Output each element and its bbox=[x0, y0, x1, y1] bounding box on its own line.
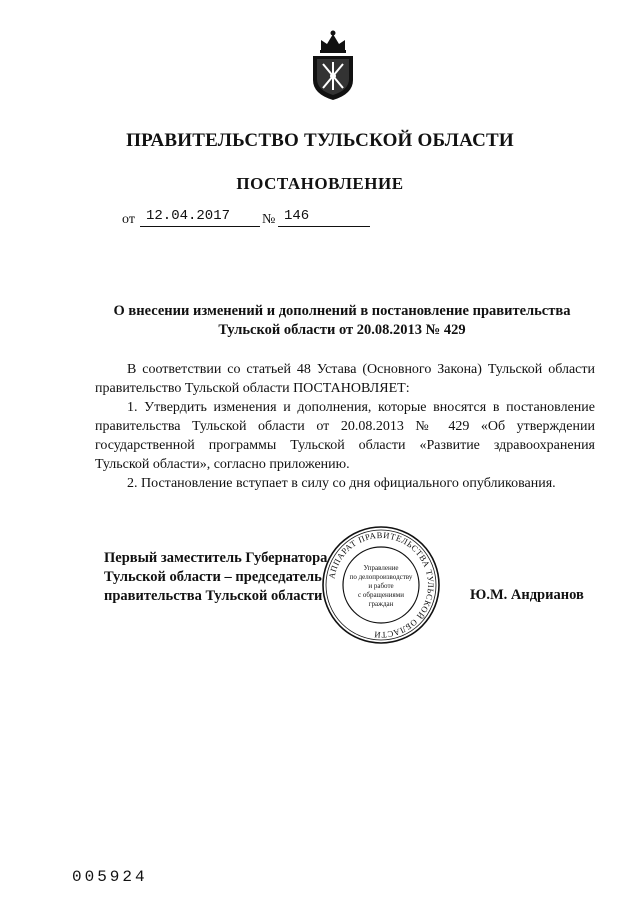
stamp-line-4: с обращениями bbox=[358, 591, 404, 599]
signer-name: Ю.М. Андрианов bbox=[470, 587, 584, 603]
number-field bbox=[278, 208, 370, 227]
body-paragraph-3: 2. Постановление вступает в силу со дня официального опубликования. bbox=[127, 476, 556, 491]
stamp-line-2: по делопроизводству bbox=[349, 573, 413, 581]
subject-line-1: О внесении изменений и дополнений в постановление правительства bbox=[113, 303, 571, 319]
registration-number: 005924 bbox=[72, 868, 148, 886]
date-value: 12.04.2017 bbox=[146, 208, 231, 224]
document-meta bbox=[122, 208, 382, 230]
number-label: № bbox=[262, 212, 276, 227]
body-paragraph-1: В соответствии со статьей 48 Устава (Основного Закона) Тульской области правительство Тульской области ПОСТАНОВЛЯЕТ: bbox=[95, 362, 595, 396]
stamp-line-5: граждан bbox=[368, 600, 394, 608]
position-line-1: Первый заместитель Губернатора bbox=[104, 550, 328, 566]
stamp-line-1: Управление bbox=[363, 564, 399, 572]
document-subject bbox=[100, 302, 584, 340]
organization-title: ПРАВИТЕЛЬСТВО ТУЛЬСКОЙ ОБЛАСТИ bbox=[126, 130, 514, 151]
date-label: от bbox=[122, 212, 135, 227]
stamp-line-3: и работе bbox=[368, 582, 394, 590]
document-body bbox=[95, 360, 595, 493]
position-line-3: правительства Тульской области bbox=[104, 588, 323, 604]
official-stamp bbox=[320, 524, 442, 646]
signatory-position bbox=[104, 549, 354, 606]
tula-coat-of-arms-icon bbox=[309, 28, 357, 102]
body-paragraph-2: 1. Утвердить изменения и дополнения, которые вносятся в постановление правительства Тульской области от 20.08.2013 № 429 «Об утверждении государственной программы Тульской области «Развитие здравоохранения Тульской области», согласно приложению. bbox=[95, 400, 595, 472]
date-field bbox=[140, 208, 260, 227]
stamp-ring-text: АППАРАТ ПРАВИТЕЛЬСТВА ТУЛЬСКОЙ ОБЛАСТИ bbox=[326, 529, 437, 641]
document-type: ПОСТАНОВЛЕНИЕ bbox=[236, 174, 404, 193]
number-value: 146 bbox=[284, 208, 310, 224]
position-line-2: Тульской области – председатель bbox=[104, 569, 322, 585]
subject-line-2: Тульской области от 20.08.2013 № 429 bbox=[218, 322, 466, 338]
